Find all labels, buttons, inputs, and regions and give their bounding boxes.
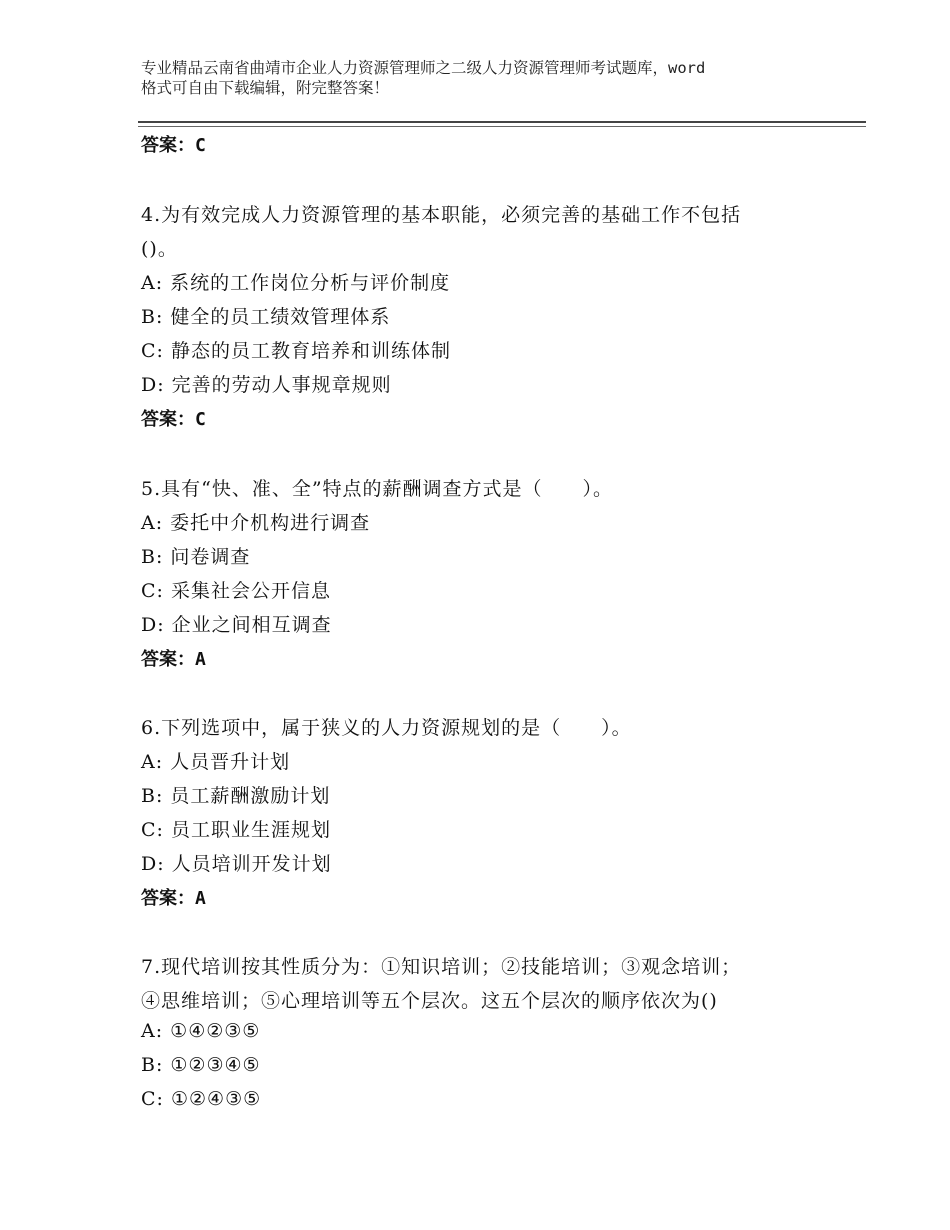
question-5-option-c: C: 采集社会公开信息 <box>141 580 331 602</box>
question-5-option-d: D: 企业之间相互调查 <box>141 614 332 636</box>
question-7-stem-cont: ④思维培训；⑤心理培训等五个层次。这五个层次的顺序依次为() <box>141 990 718 1012</box>
header-line-1: 专业精品云南省曲靖市企业人力资源管理师之二级人力资源管理师考试题库，word <box>141 59 706 77</box>
answer-q4: 答案：C <box>141 409 206 430</box>
question-6-option-a: A: 人员晋升计划 <box>141 751 291 773</box>
header-rule-thick <box>138 121 866 123</box>
question-4-stem: 4.为有效完成人力资源管理的基本职能，必须完善的基础工作不包括 <box>141 204 742 226</box>
answer-q6: 答案：A <box>141 888 206 909</box>
answer-q5: 答案：A <box>141 649 206 670</box>
question-7-option-a: A: ①④②③⑤ <box>141 1020 261 1042</box>
question-5-stem: 5.具有“快、准、全”特点的薪酬调查方式是（ ）。 <box>141 478 614 500</box>
question-4-option-d: D: 完善的劳动人事规章规则 <box>141 374 392 396</box>
question-7-option-b: B: ①②③④⑤ <box>141 1054 261 1076</box>
question-6-option-d: D: 人员培训开发计划 <box>141 853 332 875</box>
question-7-option-c: C: ①②④③⑤ <box>141 1088 262 1110</box>
question-4-option-a: A: 系统的工作岗位分析与评价制度 <box>141 272 451 294</box>
document-header <box>141 58 831 98</box>
question-6-option-c: C: 员工职业生涯规划 <box>141 819 331 841</box>
header-line-2: 格式可自由下载编辑，附完整答案！ <box>141 79 390 97</box>
question-4-stem-cont: ()。 <box>141 238 178 260</box>
question-7-stem: 7.现代培训按其性质分为：①知识培训；②技能培训；③观念培训； <box>141 956 742 978</box>
question-6-stem: 6.下列选项中，属于狭义的人力资源规划的是（ ）。 <box>141 717 632 739</box>
question-5-option-b: B: 问卷调查 <box>141 546 251 568</box>
question-4-option-c: C: 静态的员工教育培养和训练体制 <box>141 340 451 362</box>
header-rule-thin <box>138 126 866 127</box>
question-6-option-b: B: 员工薪酬激励计划 <box>141 785 331 807</box>
answer-q3: 答案：C <box>141 135 206 156</box>
question-5-option-a: A: 委托中介机构进行调查 <box>141 512 371 534</box>
question-4-option-b: B: 健全的员工绩效管理体系 <box>141 306 391 328</box>
